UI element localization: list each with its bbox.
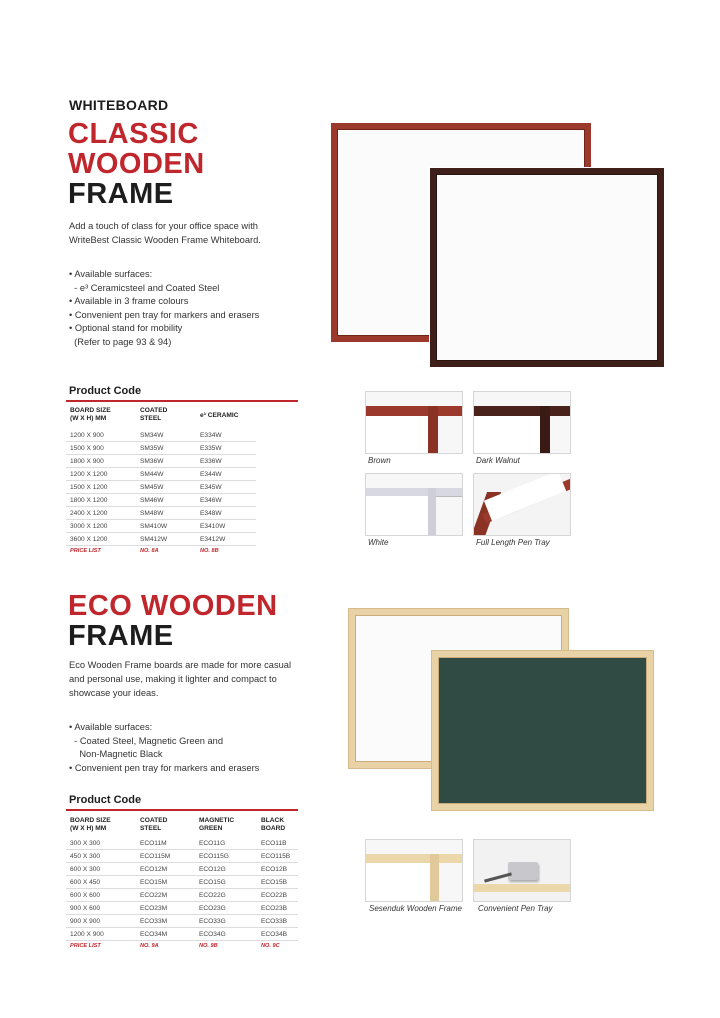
list-item: • Available surfaces: <box>69 722 153 732</box>
table-header: e³ CERAMIC <box>200 412 239 419</box>
classic-intro: Add a touch of class for your office space with WriteBest Classic Wooden Frame Whiteboard. <box>69 221 261 245</box>
walnut-frame-whiteboard-image <box>430 168 664 367</box>
list-item: Non-Magnetic Black <box>69 749 163 759</box>
table-header: MAGNETIC GREEN <box>199 817 235 832</box>
swatch-caption: Convenient Pen Tray <box>478 904 553 913</box>
table-row: 1200 X 1200 SM44W E344W <box>66 468 256 481</box>
table-row: 450 X 300 ECO115M ECO115G ECO115B <box>66 850 298 863</box>
sesenduk-frame-swatch <box>365 839 463 902</box>
eco-product-code-title: Product Code <box>69 794 142 806</box>
classic-product-code-title: Product Code <box>69 385 142 397</box>
table-footer-row: PRICE LIST NO. 8A NO. 8B <box>70 547 219 554</box>
table-row: 3600 X 1200 SM412W E3412W <box>66 533 256 546</box>
pine-frame-greenboard-image <box>432 651 653 810</box>
swatch-caption: Sesenduk Wooden Frame <box>369 904 462 913</box>
swatch-caption: Full Length Pen Tray <box>476 538 550 547</box>
classic-feature-list <box>69 268 309 349</box>
swatch-caption: White <box>368 538 389 547</box>
list-item: • Convenient pen tray for markers and erasers <box>69 309 260 320</box>
eco-intro: Eco Wooden Frame boards are made for more casual and personal use, making it lighter and compact to showcase your ideas. <box>69 660 292 698</box>
table-header: BLACK BOARD <box>261 817 286 832</box>
table-row: 1800 X 900 SM36W E336W <box>66 455 256 468</box>
section-eyebrow: WHITEBOARD <box>69 97 169 113</box>
table-row: 600 X 450 ECO15M ECO15G ECO15B <box>66 876 298 889</box>
swatch-caption: Dark Walnut <box>476 456 520 465</box>
table-row: 1200 X 900 SM34W E334W <box>66 429 256 442</box>
list-item: (Refer to page 93 & 94) <box>69 336 172 347</box>
table-header: COATED STEEL <box>140 817 168 832</box>
list-item: • Available in 3 frame colours <box>69 296 189 306</box>
white-frame-swatch <box>365 473 463 536</box>
brown-frame-swatch <box>365 391 463 454</box>
table-footer-row: PRICE LIST NO. 9A NO. 9B NO. 9C <box>70 942 280 949</box>
divider <box>66 400 298 402</box>
eco-title-line2: FRAME <box>68 620 174 652</box>
table-row: 600 X 300 ECO12M ECO12G ECO12B <box>66 863 298 876</box>
list-item: • Optional stand for mobility <box>69 323 183 333</box>
table-row: 900 X 600 ECO23M ECO23G ECO23B <box>66 902 298 915</box>
table-row: 1500 X 900 SM35W E335W <box>66 442 256 455</box>
swatch-caption: Brown <box>368 456 391 465</box>
table-row: 1800 X 1200 SM46W E346W <box>66 494 256 507</box>
table-header: BOARD SIZE (W X H) MM <box>70 407 111 422</box>
list-item: - e³ Ceramicsteel and Coated Steel <box>69 282 220 293</box>
table-row: 600 X 600 ECO22M ECO22G ECO22B <box>66 889 298 902</box>
classic-title-line2: WOODEN <box>68 148 205 180</box>
table-row: 300 X 300 ECO11M ECO11G ECO11B <box>66 837 298 850</box>
divider <box>66 809 298 811</box>
list-item: • Available surfaces: <box>69 269 153 279</box>
table-row: 3000 X 1200 SM410W E3410W <box>66 520 256 533</box>
table-header: BOARD SIZE (W X H) MM <box>70 817 111 832</box>
classic-product-table <box>66 407 256 555</box>
classic-title-line3: FRAME <box>68 178 174 210</box>
eco-title-line1: ECO WOODEN <box>68 590 278 622</box>
eco-feature-list <box>69 721 309 775</box>
list-item: • Convenient pen tray for markers and erasers <box>69 762 260 773</box>
table-row: 2400 X 1200 SM48W E348W <box>66 507 256 520</box>
eco-product-table <box>66 817 298 950</box>
list-item: - Coated Steel, Magnetic Green and <box>69 735 224 746</box>
table-header: COATED STEEL <box>140 407 168 422</box>
pen-tray-swatch <box>473 473 571 536</box>
table-row: 1500 X 1200 SM45W E345W <box>66 481 256 494</box>
classic-title-line1: CLASSIC <box>68 118 199 150</box>
dark-walnut-frame-swatch <box>473 391 571 454</box>
eco-pen-tray-swatch <box>473 839 571 902</box>
table-row: 900 X 900 ECO33M ECO33G ECO33B <box>66 915 298 928</box>
table-row: 1200 X 900 ECO34M ECO34G ECO34B <box>66 928 298 941</box>
